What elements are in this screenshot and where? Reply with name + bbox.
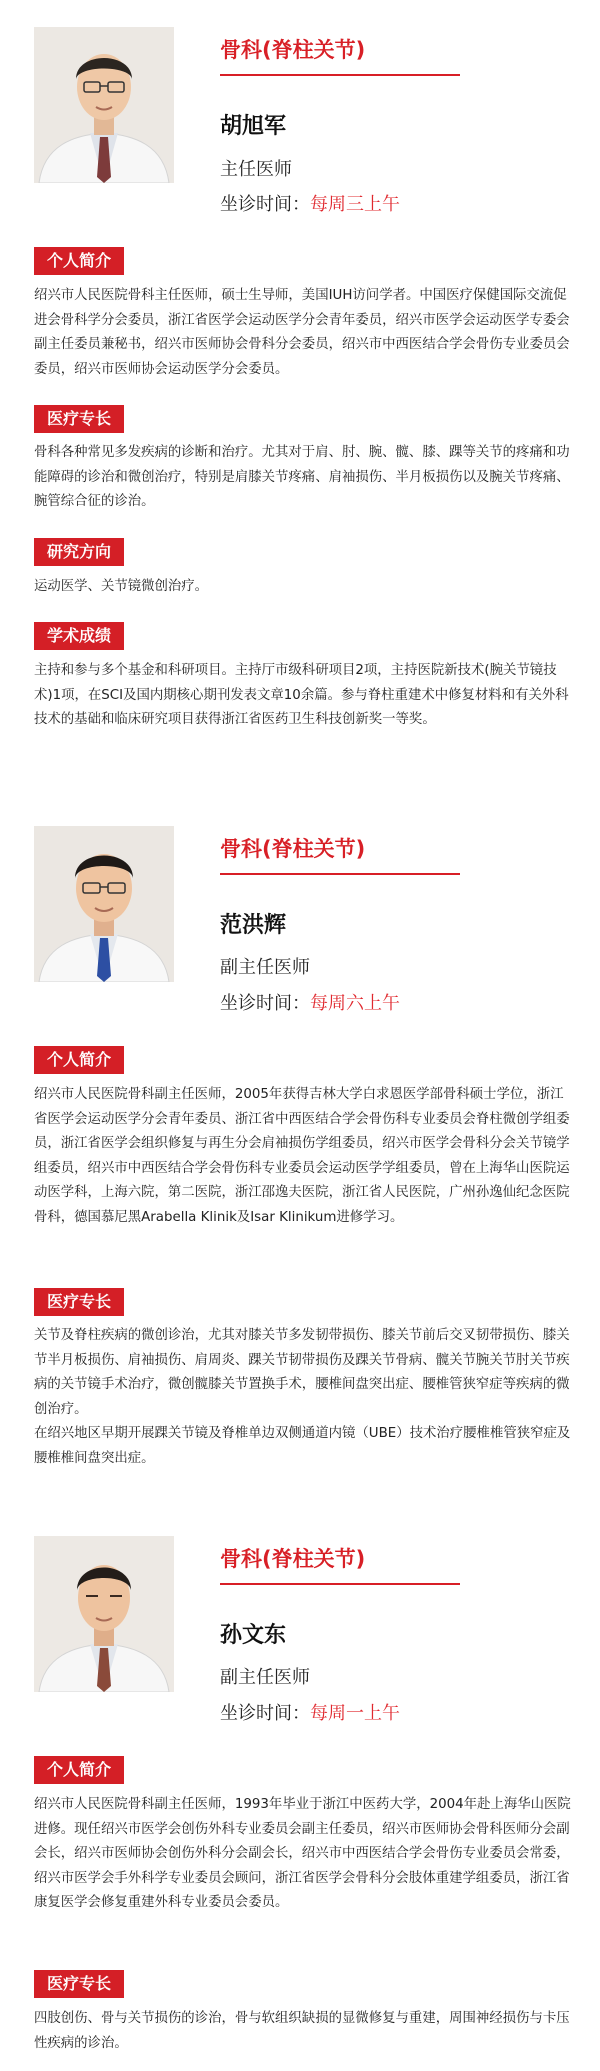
- doctor-card: [0, 0, 600, 770]
- clinic-time: [220, 1699, 400, 1725]
- section-tag: 医疗专长: [34, 1288, 124, 1316]
- section-tag: 个人简介: [34, 1046, 124, 1074]
- doctor-card: [0, 1505, 600, 2071]
- doctor-photo: [34, 826, 174, 982]
- department-title: 骨科(脊柱关节): [220, 1543, 460, 1585]
- section-tag: 个人简介: [34, 247, 124, 275]
- clinic-time: [220, 989, 400, 1015]
- section-tag: 医疗专长: [34, 405, 124, 433]
- clinic-time-value: 每周三上午: [310, 194, 400, 215]
- section-text: 绍兴市人民医院骨科副主任医师，2005年获得吉林大学白求恩医学部骨科硕士学位，浙江省医学会运动医学分会青年委员、浙江省中西医结合学会骨伤科专业委员会脊柱微创学组委员，浙江省医学会组织修复与再生分会肩袖损伤学组委员，绍兴市医学会骨科分会关节镜学组委员，绍兴市中西医结合学会骨伤科专业委员会运动医学学组委员，曾在上海华山医院运动医学科，上海六院，第二医院，浙江邵逸夫医院，浙江省人民医院，广州孙逸仙纪念医院骨科，德国慕尼黑Arabella Klinik及Isar Klinikum进修学习。: [34, 1087, 570, 1225]
- section-paragraph: 关节及脊柱疾病的微创诊治，尤其对膝关节多发韧带损伤、膝关节前后交叉韧带损伤、膝关节半月板损伤、肩袖损伤、肩周炎、踝关节韧带损伤及踝关节骨病、髋关节腕关节肘关节疾病的关节镜手术治疗，微创髋膝关节置换手术，腰椎间盘突出症、腰椎管狭窄症等疾病的微创治疗。: [34, 1328, 570, 1417]
- section-paragraph: 在绍兴地区早期开展踝关节镜及脊椎单边双侧通道内镜（UBE）技术治疗腰椎椎管狭窄症及腰椎椎间盘突出症。: [34, 1426, 571, 1466]
- clinic-time-label: 坐诊时间：: [220, 993, 310, 1014]
- section-text: 四肢创伤、骨与关节损伤的诊治，骨与软组织缺损的显微修复与重建，周围神经损伤与卡压性疾病的诊治。: [34, 2011, 570, 2051]
- section-tag: 研究方向: [34, 538, 124, 566]
- clinic-time-label: 坐诊时间：: [220, 1703, 310, 1724]
- doctor-title: 副主任医师: [220, 957, 310, 978]
- section-text: 绍兴市人民医院骨科主任医师，硕士生导师，美国IUH访问学者。中国医疗保健国际交流促进会骨科学分会委员，浙江省医学会运动医学分会青年委员，绍兴市医学会运动医学专委会副主任委员兼秘书，绍兴市医师协会骨科分会委员，绍兴市中西医结合学会骨伤专业委员会委员，绍兴市医师协会运动医学分会委员。: [34, 288, 570, 377]
- clinic-time-value: 每周一上午: [310, 1703, 400, 1724]
- section-text: 主持和参与多个基金和科研项目。主持厅市级科研项目2项，主持医院新技术(腕关节镜技术)1项，在SCI及国内期核心期刊发表文章10余篇。参与脊柱重建术中修复材料和有关外科技术的基础和临床研究项目获得浙江省医药卫生科技创新奖一等奖。: [34, 663, 569, 727]
- doctor-title: 副主任医师: [220, 1667, 310, 1688]
- doctor-name: 范洪辉: [220, 913, 287, 938]
- department-title: 骨科(脊柱关节): [220, 34, 460, 76]
- section-text: 绍兴市人民医院骨科副主任医师，1993年毕业于浙江中医药大学，2004年赴上海华山医院进修。现任绍兴市医学会创伤外科专业委员会副主任委员，绍兴市医师协会骨科医师分会副会长，绍兴市医师协会创伤外科分会副会长，绍兴市中西医结合学会骨伤专业委员会常委，绍兴市医学会手外科学专业委员会顾问，浙江省医学会骨科分会肢体重建学组委员，浙江省康复医学会修复重建外科专业委员会委员。: [34, 1797, 571, 1910]
- section-text: 运动医学、关节镜微创治疗。: [34, 579, 209, 594]
- section-text: [34, 1324, 574, 1471]
- clinic-time-label: 坐诊时间：: [220, 194, 310, 215]
- doctor-card: [0, 770, 600, 1505]
- doctor-photo: [34, 27, 174, 183]
- section-tag: 学术成绩: [34, 622, 124, 650]
- section-tag: 个人简介: [34, 1756, 124, 1784]
- doctor-title: 主任医师: [220, 159, 292, 180]
- clinic-time: [220, 190, 400, 216]
- section-tag: 医疗专长: [34, 1970, 124, 1998]
- clinic-time-value: 每周六上午: [310, 993, 400, 1014]
- doctor-photo: [34, 1536, 174, 1692]
- doctor-name: 孙文东: [220, 1623, 287, 1648]
- doctor-name: 胡旭军: [220, 114, 287, 139]
- department-title: 骨科(脊柱关节): [220, 833, 460, 875]
- section-text: 骨科各种常见多发疾病的诊断和治疗。尤其对于肩、肘、腕、髋、膝、踝等关节的疼痛和功能障碍的诊治和微创治疗，特别是肩膝关节疼痛、肩袖损伤、半月板损伤以及腕关节疼痛、腕管综合征的诊治。: [34, 445, 570, 509]
